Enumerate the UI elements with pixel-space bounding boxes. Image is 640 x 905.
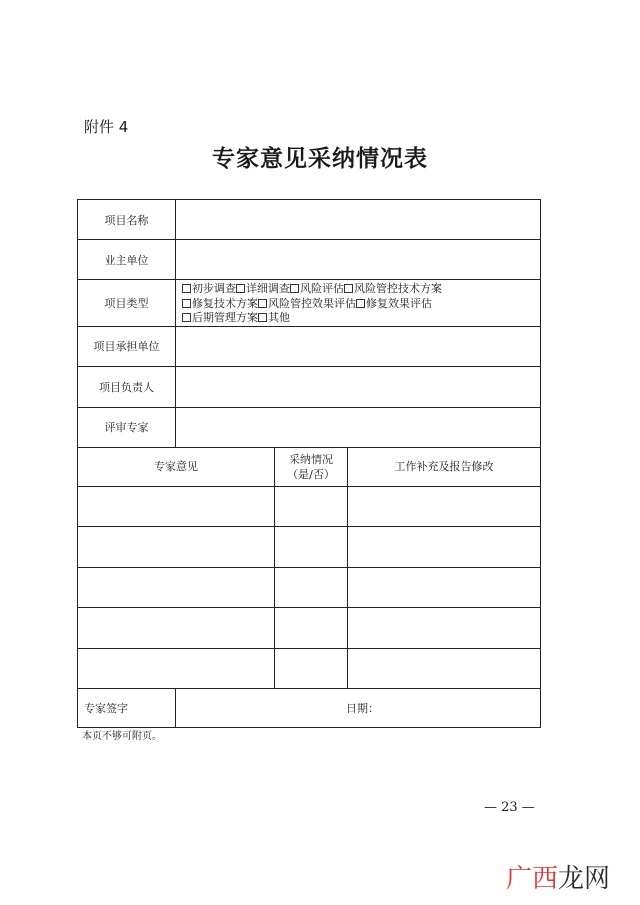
supplement-cell[interactable] xyxy=(348,607,541,648)
checkbox-icon xyxy=(356,299,365,308)
owner-unit-label: 业主单位 xyxy=(78,240,176,280)
watermark: 广西龙网 xyxy=(505,864,610,894)
supplement-header: 工作补充及报告修改 xyxy=(348,447,541,486)
undertaking-unit-field[interactable] xyxy=(176,326,541,366)
checkbox-icon xyxy=(182,313,191,322)
expert-opinion-form xyxy=(77,199,541,728)
supplement-cell[interactable] xyxy=(348,648,541,688)
table-row xyxy=(78,567,541,607)
project-leader-label: 项目负责人 xyxy=(78,366,176,407)
adoption-cell[interactable] xyxy=(275,607,348,648)
signature-field[interactable] xyxy=(176,688,541,727)
type-option[interactable]: 风险评估 xyxy=(290,282,344,295)
opinion-cell[interactable] xyxy=(78,526,275,567)
table-row xyxy=(78,526,541,567)
project-type-options xyxy=(176,280,541,327)
supplement-cell[interactable] xyxy=(348,486,541,526)
table-row xyxy=(78,648,541,688)
opinion-cell[interactable] xyxy=(78,567,275,607)
review-experts-field[interactable] xyxy=(176,407,541,447)
opinion-cell[interactable] xyxy=(78,607,275,648)
type-option[interactable]: 初步调查 xyxy=(182,282,236,295)
adoption-header: 采纳情况 （是/否） xyxy=(275,447,348,486)
adoption-cell[interactable] xyxy=(275,567,348,607)
checkbox-icon xyxy=(236,284,245,293)
project-leader-field[interactable] xyxy=(176,366,541,407)
project-type-label: 项目类型 xyxy=(78,280,176,327)
type-option[interactable]: 修复技术方案 xyxy=(182,297,258,310)
checkbox-icon xyxy=(344,284,353,293)
checkbox-icon xyxy=(290,284,299,293)
opinion-cell[interactable] xyxy=(78,486,275,526)
owner-unit-field[interactable] xyxy=(176,240,541,280)
checkbox-icon xyxy=(182,299,191,308)
type-option[interactable]: 风险管控效果评估 xyxy=(258,297,356,310)
type-option[interactable]: 修复效果评估 xyxy=(356,297,432,310)
checkbox-icon xyxy=(258,313,267,322)
table-row xyxy=(78,486,541,526)
type-option[interactable]: 风险管控技术方案 xyxy=(344,282,442,295)
footnote: 本页不够可附页。 xyxy=(82,731,162,742)
type-option[interactable]: 其他 xyxy=(258,311,290,324)
type-option[interactable]: 后期管理方案 xyxy=(182,311,258,324)
expert-opinion-header: 专家意见 xyxy=(78,447,275,486)
review-experts-label: 评审专家 xyxy=(78,407,176,447)
page-title: 专家意见采纳情况表 xyxy=(212,145,428,172)
table-row xyxy=(78,607,541,648)
type-option[interactable]: 详细调查 xyxy=(236,282,290,295)
date-label: 日期： xyxy=(346,701,379,715)
project-name-field[interactable] xyxy=(176,200,541,240)
signature-label: 专家签字 xyxy=(78,688,176,727)
checkbox-icon xyxy=(258,299,267,308)
supplement-cell[interactable] xyxy=(348,567,541,607)
attachment-label: 附件 4 xyxy=(84,118,129,136)
checkbox-icon xyxy=(182,284,191,293)
supplement-cell[interactable] xyxy=(348,526,541,567)
opinion-cell[interactable] xyxy=(78,648,275,688)
project-name-label: 项目名称 xyxy=(78,200,176,240)
undertaking-unit-label: 项目承担单位 xyxy=(78,326,176,366)
adoption-cell[interactable] xyxy=(275,526,348,567)
adoption-cell[interactable] xyxy=(275,648,348,688)
page-number: — 23 — xyxy=(484,800,535,815)
adoption-cell[interactable] xyxy=(275,486,348,526)
